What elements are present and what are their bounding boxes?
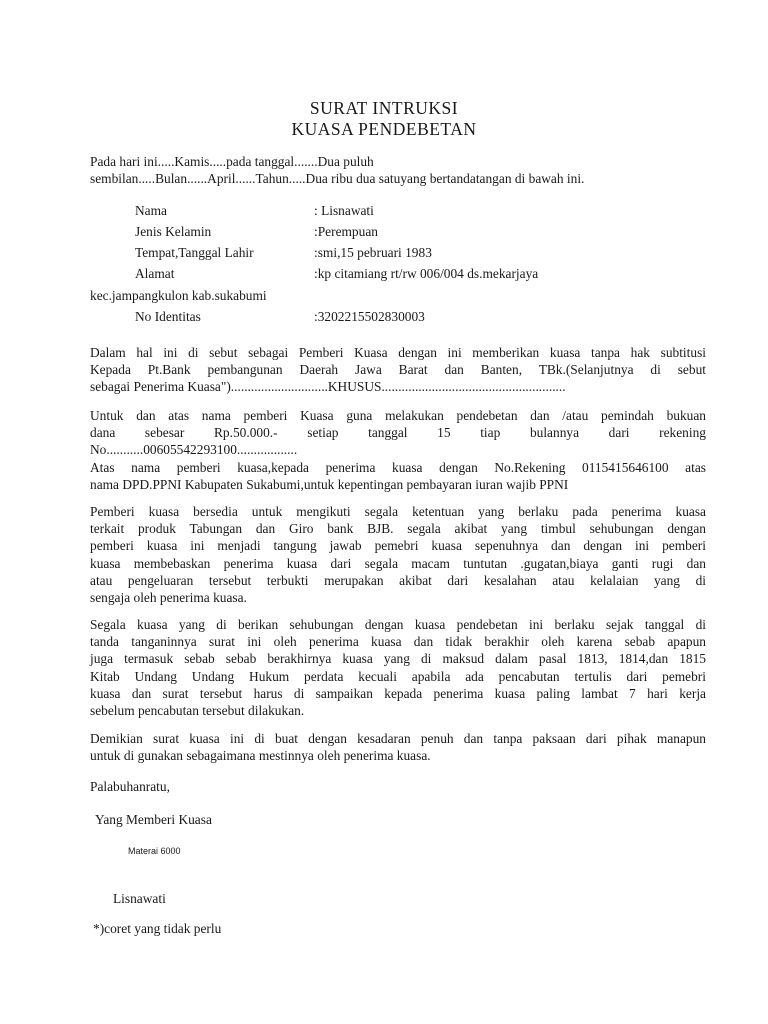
paragraph-grant-line1: Dalam hal ini di sebut sebagai Pemberi Kuasa dengan ini memberikan kuasa tanpa hak subtitusi: [90, 345, 706, 360]
paragraph-validity: [90, 616, 706, 719]
paragraph-terms-line4: kuasa membebaskan penerima kuasa dari segala macam tuntutan .gugatan,biaya ganti rugi dan: [90, 555, 706, 571]
signer-label: Yang Memberi Kuasa: [95, 812, 212, 827]
paragraph-closing-line2: untuk di gunakan sebagaimana mestinnya oleh penerima kuasa.: [90, 748, 431, 764]
paragraph-grant: [90, 344, 706, 396]
field-label-name: Nama: [135, 203, 167, 218]
paragraph-terms-line6: sengaja oleh penerima kuasa.: [90, 590, 247, 606]
field-value-name: : Lisnawati: [314, 203, 374, 218]
paragraph-grant-line2: Kepada Pt.Bank pembangunan Daerah Jawa Barat dan Banten, TBk.(Selanjutnya di sebut: [90, 362, 706, 378]
field-value-id: :3202215502830003: [314, 309, 425, 324]
paragraph-validity-line5: kuasa dan surat tersebut harus di sampaikan kepada penerima kuasa paling lambat 7 hari kerja: [90, 685, 706, 701]
field-value-address-continued: kec.jampangkulon kab.sukabumi: [90, 288, 267, 303]
signer-name: Lisnawati: [113, 891, 166, 906]
field-label-birth: Tempat,Tanggal Lahir: [135, 245, 254, 260]
paragraph-terms-line2: terkait produk Tabungan dan Giro bank BJB. segala akibat yang timbul sehubungan dengan: [90, 521, 706, 537]
paragraph-validity-line2: tanda tanganinnya surat ini oleh penerima kuasa dan tidak berakhir oleh karena sebab apapun: [90, 634, 706, 650]
paragraph-terms-line1: Pemberi kuasa bersedia untuk mengikuti segala ketentuan yang berlaku pada penerima kuasa: [90, 504, 706, 519]
paragraph-terms-line5: atau pengeluaran tersebut terbukti merupakan akibat dari kesalahan atau kelalaian yang di: [90, 572, 706, 588]
paragraph-debit-line1: Untuk dan atas nama pemberi Kuasa guna melakukan pendebetan dan /atau pemindah bukuan: [90, 408, 706, 423]
paragraph-validity-line1: Segala kuasa yang di berikan sehubungan dengan kuasa pendebetan ini berlaku sejak tanggal di: [90, 617, 706, 632]
paragraph-grant-line3: sebagai Penerima Kuasa").............................KHUSUS.......................................................: [90, 379, 566, 395]
field-label-id: No Identitas: [135, 309, 201, 324]
paragraph-validity-line4: Kitab Undang Undang Hukum perdata kecuali apabila ada pencabutan tertulis dari pemebri: [90, 668, 706, 684]
place-label: Palabuhanratu,: [90, 779, 170, 794]
paragraph-closing-line1: Demikian surat kuasa ini di buat dengan kesadaran penuh dan tanpa paksaan dari pihak manapun: [90, 731, 706, 746]
paragraph-debit-line3: No...........00605542293100..................: [90, 442, 298, 458]
field-value-birth: :smi,15 pebruari 1983: [314, 245, 432, 260]
paragraph-terms: [90, 503, 706, 606]
paragraph-debit-line5: nama DPD.PPNI Kabupaten Sukabumi,untuk kepentingan pembayaran iuran wajib PPNI: [90, 476, 569, 492]
field-label-gender: Jenis Kelamin: [135, 224, 212, 239]
paragraph-validity-line6: sebelum pencabutan tersebut dilakukan.: [90, 703, 305, 719]
paragraph-debit: [90, 407, 706, 493]
paragraph-closing: [90, 730, 706, 764]
paragraph-validity-line3: juga termasuk sebab sebab berakhirnya kuasa yang di maksud dalam pasal 1813, 1814,dan 1815: [90, 651, 706, 667]
intro-line1: Pada hari ini.....Kamis.....pada tanggal.......Dua puluh: [90, 154, 374, 169]
paragraph-debit-line2: dana sebesar Rp.50.000.- setiap tanggal 15 tiap bulannya dari rekening: [90, 425, 706, 441]
footnote: *)coret yang tidak perlu: [93, 921, 222, 936]
field-value-gender: :Perempuan: [314, 224, 378, 239]
field-label-address: Alamat: [135, 266, 175, 281]
intro-line2: sembilan.....Bulan......April......Tahun.....Dua ribu dua satuyang bertandatangan di bawah ini.: [90, 171, 585, 186]
document-title-line2: KUASA PENDEBETAN: [291, 119, 477, 139]
paragraph-terms-line3: pemberi kuasa ini menjadi tangung jawab pemebri kuasa sepenuhnya dan dengan ini pemberi: [90, 538, 706, 554]
stamp-duty-label: Materai 6000: [128, 846, 181, 856]
field-value-address: :kp citamiang rt/rw 006/004 ds.mekarjaya: [314, 266, 539, 281]
document-title-line1: SURAT INTRUKSI: [309, 98, 459, 118]
paragraph-debit-line4: Atas nama pemberi kuasa,kepada penerima kuasa dengan No.Rekening 0115415646100 atas: [90, 459, 706, 475]
